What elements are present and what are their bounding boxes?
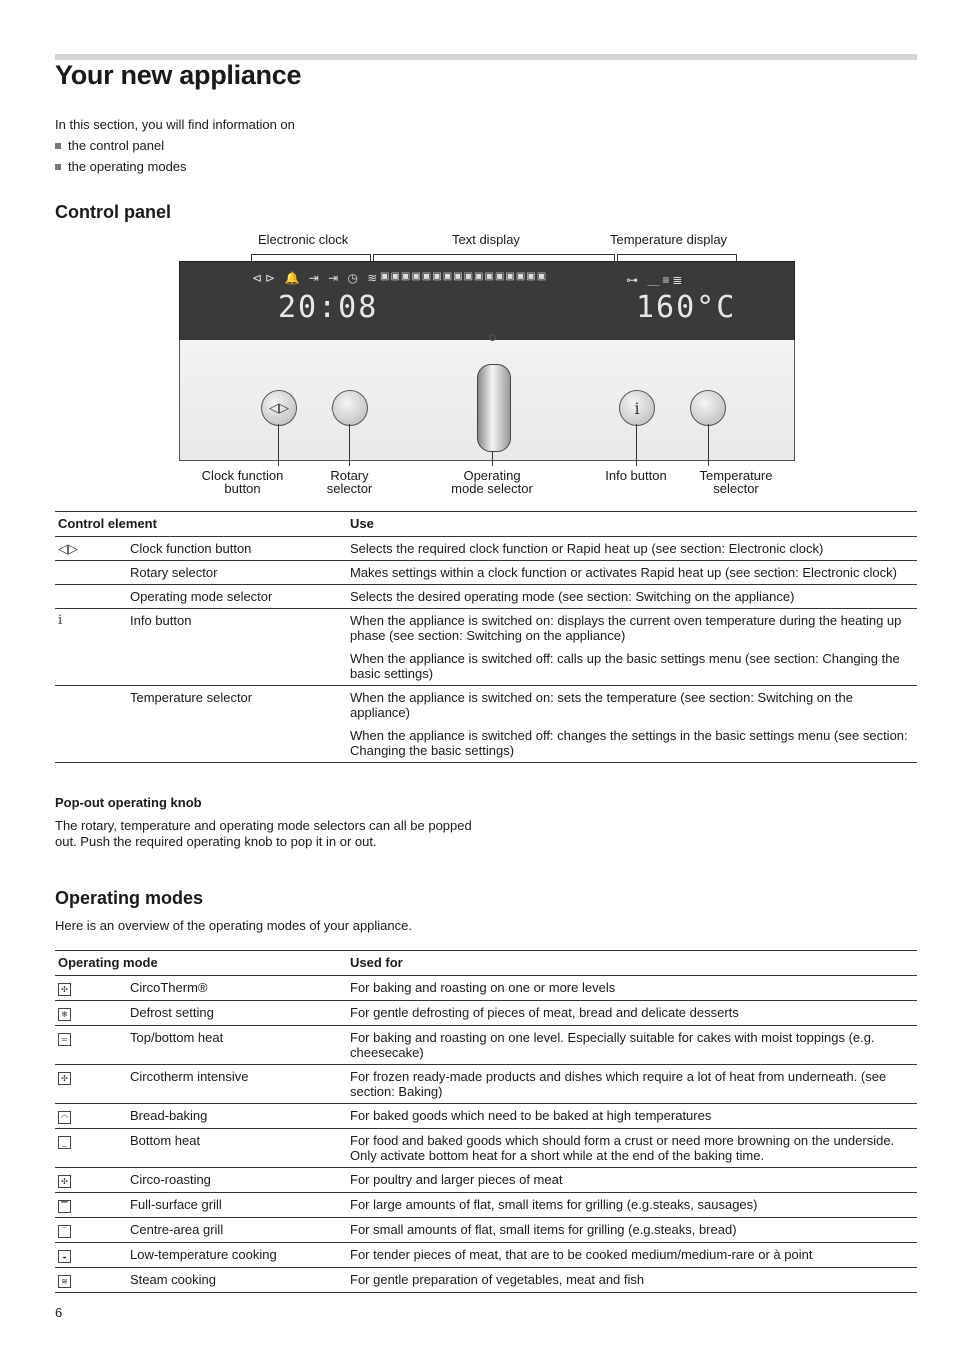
table-header: Control element Use (55, 512, 917, 537)
page-number: 6 (55, 1305, 63, 1320)
bullet-icon (55, 143, 61, 149)
bullet-icon (55, 164, 61, 170)
table-row: Temperature selector When the appliance is switched on: sets the temperature (see section: Switching on the appliance) When the appliance is switched off: changes the settings in the basic settings menu (see section: Changing the basic settings) (55, 686, 917, 763)
table-row: ◁▷ Clock function button Selects the required clock function or Rapid heat up (see section: Electronic clock) (55, 537, 917, 561)
table-row: _ Bottom heat For food and baked goods which should form a crust or need more browning on the underside. Only activate bottom heat for a short while at the end of the baking time. (55, 1129, 917, 1168)
operating-modes-intro: Here is an overview of the operating modes of your appliance. (55, 918, 412, 933)
intro-text: In this section, you will find information on (55, 117, 295, 132)
table-row: Operating mode selector Selects the desired operating mode (see section: Switching on the appliance) (55, 585, 917, 609)
table-row: ¯ Centre-area grill For small amounts of flat, small items for grilling (e.g.steaks, bread) (55, 1218, 917, 1243)
mode-icon: ◠ (58, 1111, 71, 1124)
indicator-dot (489, 334, 496, 341)
temperature-selector[interactable] (690, 390, 726, 426)
table-row: Rotary selector Makes settings within a clock function or activates Rapid heat up (see section: Electronic clock) (55, 561, 917, 585)
mode-icon: ≋ (58, 1275, 71, 1288)
mode-icon: ¯ (58, 1225, 71, 1238)
leader-line (636, 424, 637, 466)
mode-icon: ✣ (58, 1072, 71, 1085)
info-button[interactable]: i (619, 390, 655, 426)
table-row: ◠ Bread-baking For baked goods which need to be baked at high temperatures (55, 1104, 917, 1129)
label-clock-function-button: Clock function button (201, 468, 284, 496)
popout-text: The rotary, temperature and operating mode selectors can all be popped out. Push the required operating knob to pop it in or out. (55, 818, 472, 849)
mode-icon: ═ (58, 1033, 71, 1046)
mode-icon: ✣ (58, 1175, 71, 1188)
info-icon: i (55, 609, 127, 686)
label-info-button: Info button (605, 468, 667, 483)
table-header: Operating mode Used for (55, 951, 917, 976)
control-panel-body (179, 340, 795, 461)
label-text-display: Text display (452, 232, 520, 247)
table-row: ✣ CircoTherm® For baking and roasting on one or more levels (55, 976, 917, 1001)
table-row: ❄ Defrost setting For gentle defrosting of pieces of meat, bread and delicate desserts (55, 1001, 917, 1026)
rotary-selector[interactable] (332, 390, 368, 426)
clock-icons: ⊲⊳ 🔔 ⇥ ⇥ ◷ ≋ (252, 271, 381, 285)
leader-line (349, 424, 350, 466)
mode-icon: ✣ (58, 983, 71, 996)
mode-icon: ▔ (58, 1200, 71, 1213)
label-temperature-display: Temperature display (610, 232, 728, 247)
mode-icon: ❄ (58, 1008, 71, 1021)
label-operating-mode-selector: Operating mode selector (451, 468, 533, 496)
table-row: ≋ Steam cooking For gentle preparation of vegetables, meat and fish (55, 1268, 917, 1293)
temp-display: 160°C (636, 290, 737, 325)
mode-icon: ◒ (58, 1250, 71, 1263)
table-row: ✣ Circotherm intensive For frozen ready-made products and dishes which require a lot of heat from underneath. (see section: Baking) (55, 1065, 917, 1104)
clock-function-button[interactable]: ◁▷ (261, 390, 297, 426)
control-panel-heading: Control panel (55, 202, 171, 222)
label-electronic-clock: Electronic clock (258, 232, 349, 247)
display-panel (179, 261, 795, 342)
mode-icon: _ (58, 1136, 71, 1149)
operating-mode-selector[interactable] (477, 364, 511, 452)
leader-line (278, 424, 279, 466)
clock-button-icon: ◁▷ (55, 537, 127, 561)
mode-icons: ▣▣▣▣▣▣▣▣▣▣▣▣▣▣▣▣ (380, 271, 548, 282)
operating-modes-heading: Operating modes (55, 888, 204, 908)
label-temperature-selector: Temperature selector (699, 468, 773, 496)
leader-line (492, 451, 493, 466)
page-title: Your new appliance (55, 60, 302, 90)
table-row: i Info button When the appliance is switched on: displays the current oven temperature during the heating up phase (see section: Switching on the appliance) When the appliance is switched off: calls up the basic settings menu (see section: Changing the basic settings) (55, 609, 917, 686)
label-rotary-selector: Rotary selector (326, 468, 373, 496)
intro-bullet: the operating modes (55, 159, 295, 174)
table-row: ✣ Circo-roasting For poultry and larger pieces of meat (55, 1168, 917, 1193)
table-row: ◒ Low-temperature cooking For tender pieces of meat, that are to be cooked medium/medium-rare or à point (55, 1243, 917, 1268)
table-row: ▔ Full-surface grill For large amounts of flat, small items for grilling (e.g.steaks, sausages) (55, 1193, 917, 1218)
key-icon: ⊶ ＿≡≣ (626, 273, 686, 287)
control-table (55, 511, 917, 763)
time-display: 20:08 (278, 290, 379, 325)
leader-line (708, 424, 709, 466)
popout-heading: Pop-out operating knob (55, 795, 202, 810)
intro-bullet: the control panel (55, 138, 295, 153)
operating-modes-table (55, 950, 917, 1293)
intro (55, 117, 295, 180)
table-row: ═ Top/bottom heat For baking and roasting on one level. Especially suitable for cakes with moist toppings (e.g. cheesecake) (55, 1026, 917, 1065)
